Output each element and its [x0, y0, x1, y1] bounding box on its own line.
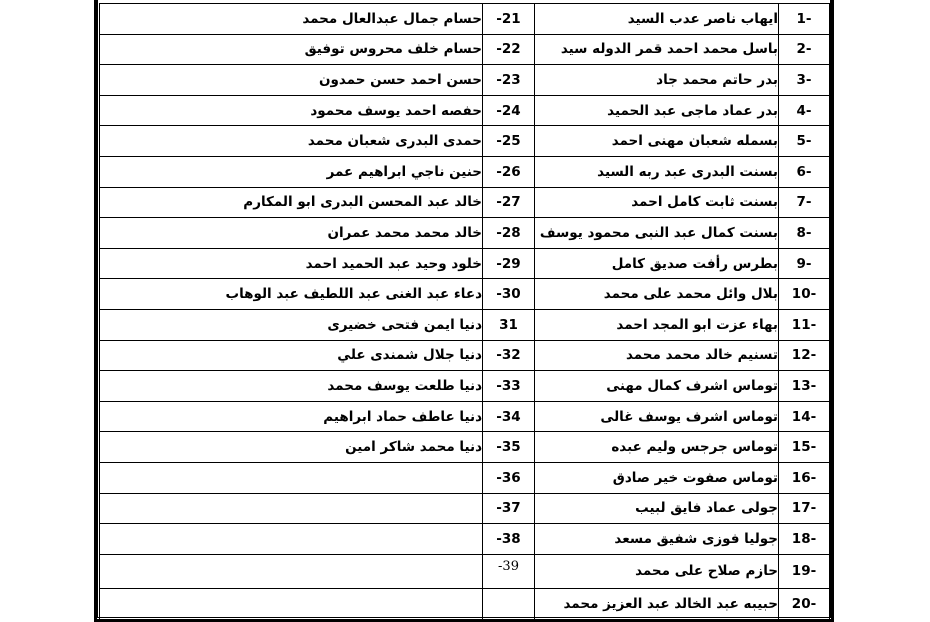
- student-name: [100, 524, 483, 555]
- table-row: [100, 462, 830, 493]
- row-number: -26: [483, 156, 535, 187]
- student-name: توماس جرجس وليم عبده: [535, 432, 779, 463]
- table-row: [100, 279, 830, 310]
- table-row: [100, 218, 830, 249]
- row-number: 8-: [779, 218, 830, 249]
- table-row: [100, 554, 830, 589]
- row-number: [483, 589, 535, 620]
- table-row: [100, 34, 830, 65]
- student-name: دنيا محمد شاكر امين: [100, 432, 483, 463]
- student-name: جوليا فوزى شفيق مسعد: [535, 524, 779, 555]
- row-number: -22: [483, 34, 535, 65]
- student-name: بدر عماد ماجى عبد الحميد: [535, 95, 779, 126]
- student-name: حنين ناجي ابراهيم عمر: [100, 156, 483, 187]
- student-name: حبيبه عبد الخالد عبد العزيز محمد: [535, 589, 779, 620]
- row-number: 20-: [779, 589, 830, 620]
- row-number: 6-: [779, 156, 830, 187]
- student-roster-table: [99, 3, 830, 620]
- table-row: [100, 340, 830, 371]
- student-name: حسام خلف محروس توفيق: [100, 34, 483, 65]
- student-name: بسنت البدرى عبد ربه السيد: [535, 156, 779, 187]
- student-name: دنيا جلال شمندى علي: [100, 340, 483, 371]
- row-number: -33: [483, 371, 535, 402]
- student-name: حمدى البدرى شعبان محمد: [100, 126, 483, 157]
- student-name: [100, 589, 483, 620]
- student-name: بدر حاتم محمد جاد: [535, 65, 779, 96]
- row-number: -27: [483, 187, 535, 218]
- student-name: دعاء عبد الغنى عبد اللطيف عبد الوهاب: [100, 279, 483, 310]
- row-number: -32: [483, 340, 535, 371]
- table-row: [100, 156, 830, 187]
- student-name: تسنيم خالد محمد محمد: [535, 340, 779, 371]
- table-row: [100, 4, 830, 35]
- student-name: حسام جمال عبدالعال محمد: [100, 4, 483, 35]
- student-name: بسنت كمال عبد النبى محمود يوسف: [535, 218, 779, 249]
- student-name: بسنت ثابت كامل احمد: [535, 187, 779, 218]
- table-row: [100, 493, 830, 524]
- row-number: 15-: [779, 432, 830, 463]
- row-number: -30: [483, 279, 535, 310]
- row-number: -21: [483, 4, 535, 35]
- row-number: -37: [483, 493, 535, 524]
- student-name: جولى عماد فايق لبيب: [535, 493, 779, 524]
- student-name: حسن احمد حسن حمدون: [100, 65, 483, 96]
- student-name: بطرس رأفت صديق كامل: [535, 248, 779, 279]
- student-name: [100, 554, 483, 589]
- row-number: 7-: [779, 187, 830, 218]
- row-number: 31: [483, 309, 535, 340]
- row-number: 19-: [779, 554, 830, 589]
- table-row: [100, 401, 830, 432]
- row-number: 18-: [779, 524, 830, 555]
- row-number: 16-: [779, 462, 830, 493]
- table-row: [100, 187, 830, 218]
- student-name: توماس صفوت خير صادق: [535, 462, 779, 493]
- student-name: خلود وحيد عبد الحميد احمد: [100, 248, 483, 279]
- row-number: -35: [483, 432, 535, 463]
- table-row: [100, 432, 830, 463]
- row-number: 3-: [779, 65, 830, 96]
- student-name: ايهاب ناصر عدب السيد: [535, 4, 779, 35]
- student-name: توماس اشرف يوسف غالى: [535, 401, 779, 432]
- table-row: [100, 524, 830, 555]
- student-name: توماس اشرف كمال مهنى: [535, 371, 779, 402]
- row-number: -29: [483, 248, 535, 279]
- student-name: خالد عبد المحسن البدرى ابو المكارم: [100, 187, 483, 218]
- row-number: 4-: [779, 95, 830, 126]
- row-number: 5-: [779, 126, 830, 157]
- student-name: حفصه احمد يوسف محمود: [100, 95, 483, 126]
- row-number: -38: [483, 524, 535, 555]
- row-number: 11-: [779, 309, 830, 340]
- row-number: -25: [483, 126, 535, 157]
- row-number: -36: [483, 462, 535, 493]
- row-number: 13-: [779, 371, 830, 402]
- row-number: 17-: [779, 493, 830, 524]
- student-name: [100, 462, 483, 493]
- row-number: -34: [483, 401, 535, 432]
- student-name: بسمله شعبان مهنى احمد: [535, 126, 779, 157]
- row-number: -23: [483, 65, 535, 96]
- row-number: 9-: [779, 248, 830, 279]
- table-row: [100, 589, 830, 620]
- table-row: [100, 126, 830, 157]
- table-row: [100, 309, 830, 340]
- row-number: 1-: [779, 4, 830, 35]
- student-name: [100, 493, 483, 524]
- student-name: بهاء عزت ابو المجد احمد: [535, 309, 779, 340]
- row-number: -24: [483, 95, 535, 126]
- student-name: باسل محمد احمد قمر الدوله سيد: [535, 34, 779, 65]
- row-number: -39: [483, 554, 535, 589]
- student-name: حازم صلاح على محمد: [535, 554, 779, 589]
- student-name: بلال وائل محمد على محمد: [535, 279, 779, 310]
- row-number: 2-: [779, 34, 830, 65]
- table-row: [100, 371, 830, 402]
- table-row: [100, 65, 830, 96]
- table-row: [100, 95, 830, 126]
- student-name: دنيا طلعت يوسف محمد: [100, 371, 483, 402]
- row-number: 12-: [779, 340, 830, 371]
- student-name: خالد محمد محمد عمران: [100, 218, 483, 249]
- student-name: دنيا ايمن فتحى خضيرى: [100, 309, 483, 340]
- student-name: دنيا عاطف حماد ابراهيم: [100, 401, 483, 432]
- row-number: 10-: [779, 279, 830, 310]
- row-number: 14-: [779, 401, 830, 432]
- table-row: [100, 248, 830, 279]
- row-number: -28: [483, 218, 535, 249]
